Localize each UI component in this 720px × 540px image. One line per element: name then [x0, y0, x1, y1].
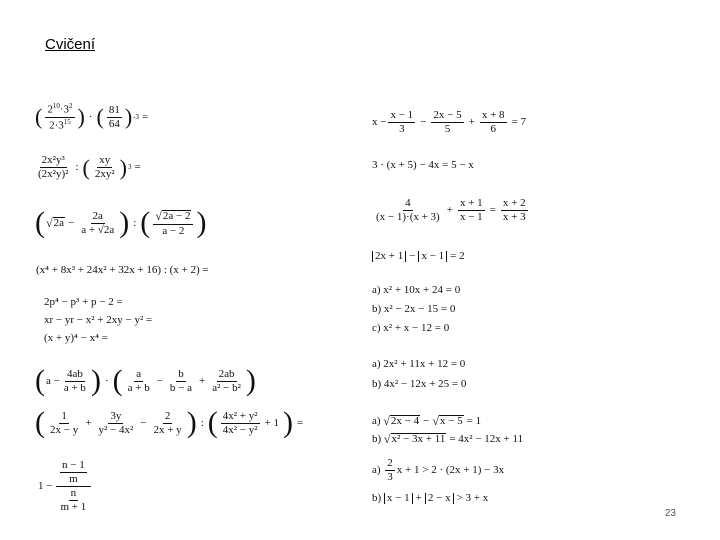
fraction: $\frac{2}{2x + y}$	[153, 409, 182, 436]
exercise-rational-equation: $\frac{4}{(x - 1)\cdot(x + 3)}$ + $\frac{x + 1}{x - 1}$ = $\frac{x + 2}{x + 3}$	[376, 197, 526, 223]
exercise-fraction-power: $\frac{\text{2x²y³}}{\text{(2x²y)²}}$ : ( $\frac{xy}{\text{2xy²}}$ ) 3 =	[38, 154, 141, 180]
exercise-compound-fraction: 1 − $\frac{\frac{n - 1}{m}}{\frac{n}{m + 1}}$	[38, 460, 94, 513]
fraction: $\frac{\text{4x² + y²}}{\text{4x² − y²}}$	[222, 409, 258, 436]
fraction: $\frac{x + 8}{6}$	[481, 109, 505, 135]
exercise-quadratics-1: a) x² + 10x + 24 = 0 b) x² − 2x − 15 = 0 c) x² + x − 12 = 0	[372, 284, 461, 334]
fraction: $\frac{2x - 5}{5}$	[433, 109, 462, 135]
fraction: $\frac{4}{(x - 1)\cdot(x + 3)}$	[376, 197, 440, 223]
fraction: $\frac{4ab}{a + b}$	[63, 367, 86, 394]
fraction: $\frac{2a}{a + √2a}$	[81, 209, 115, 236]
fraction: $\frac{2ab}{\text{a² − b²}}$	[212, 367, 241, 394]
fraction: $\frac{b}{b - a}$	[169, 367, 193, 394]
fraction: $\frac{xy}{\text{2xy²}}$	[94, 154, 115, 180]
fraction: $\frac{2}{3}$	[387, 457, 393, 483]
exercise-linear-fractions: x − $\frac{x - 1}{3}$ − $\frac{2x - 5}{5}$ + $\frac{x + 8}{6}$ = 7	[372, 109, 527, 135]
exercise-polynomial-division: (x⁴ + 8x³ + 24x² + 32x + 16) : (x + 2) =	[36, 264, 209, 276]
fraction: √ $\frac{2a - 2}{a - 2}$	[153, 210, 193, 237]
fraction: $\frac{x + 2}{x + 3}$	[502, 197, 526, 223]
fraction: $\frac{\frac{n - 1}{m}}{\frac{n}{m + 1}}$	[54, 460, 92, 513]
fraction: $\frac{x + 1}{x - 1}$	[459, 197, 483, 223]
exercise-factorization: 2p⁴ − p³ + p − 2 = xr − yr − x² + 2xy − y² = (x + y)⁴ − x⁴ =	[44, 296, 153, 344]
exercise-quadratics-2: a) 2x² + 11x + 12 = 0 b) 4x² − 12x + 25 = 0	[372, 358, 467, 390]
exercise-rational-xy: ( $\frac{1}{2x - y}$ + $\frac{3y}{\text{y² − 4x²}}$ − $\frac{2}{2x + y}$ ) : ( $\frac{\text{4x² + y²}}{\text{4x² − y²}}$ + 1 ) =	[35, 406, 304, 439]
fraction: $\frac{1}{2x - y}$	[50, 409, 79, 436]
exercise-absolute-value: 2x + 1 − x − 1 = 2	[372, 251, 468, 262]
exercise-inequality-a: a) $\frac{2}{3}$ x + 1 > 2 · (2x + 1) − 3x	[372, 457, 505, 483]
fraction: $\frac{x - 1}{3}$	[390, 109, 414, 135]
fraction: $\frac{\text{2x²y³}}{\text{(2x²y)²}}$	[38, 154, 69, 180]
exercise-inequality-b: b) x − 1 + 2 − x > 3 + x	[372, 492, 489, 504]
exercise-linear: 3 · (x + 5) − 4x = 5 − x	[372, 159, 474, 171]
exercise-powers: ( $\frac{2^{10}\cdot 3^2}{2\cdot 3^{15}}$ ) · ( $\frac{81}{64}$ ) -3 =	[35, 102, 149, 132]
exercise-irrational: a) √ 2x − 4 − √ x − 5 = 1 b) √ x² − 3x + 11 = 4x² − 12x + 11	[372, 415, 526, 445]
page-number: 23	[664, 508, 676, 519]
exercise-rational-ab: ( a − $\frac{4ab}{a + b}$ ) · ( $\frac{a}{a + b}$ − $\frac{b}{b - a}$ + $\frac{2ab}{\text{a² − b²}}$ )	[35, 364, 256, 397]
fraction: $\frac{81}{64}$	[108, 103, 120, 130]
slide-title: Cvičení	[45, 36, 96, 53]
fraction: $\frac{a}{a + b}$	[127, 367, 150, 394]
fraction: $\frac{3y}{\text{y² − 4x²}}$	[98, 409, 134, 436]
fraction: $\frac{2^{10}\cdot 3^2}{2\cdot 3^{15}}$	[47, 102, 73, 132]
exercise-roots: ( √ 2a − $\frac{2a}{a + √2a}$ ) : ( √ $\frac{2a - 2}{a - 2}$ )	[34, 208, 207, 238]
